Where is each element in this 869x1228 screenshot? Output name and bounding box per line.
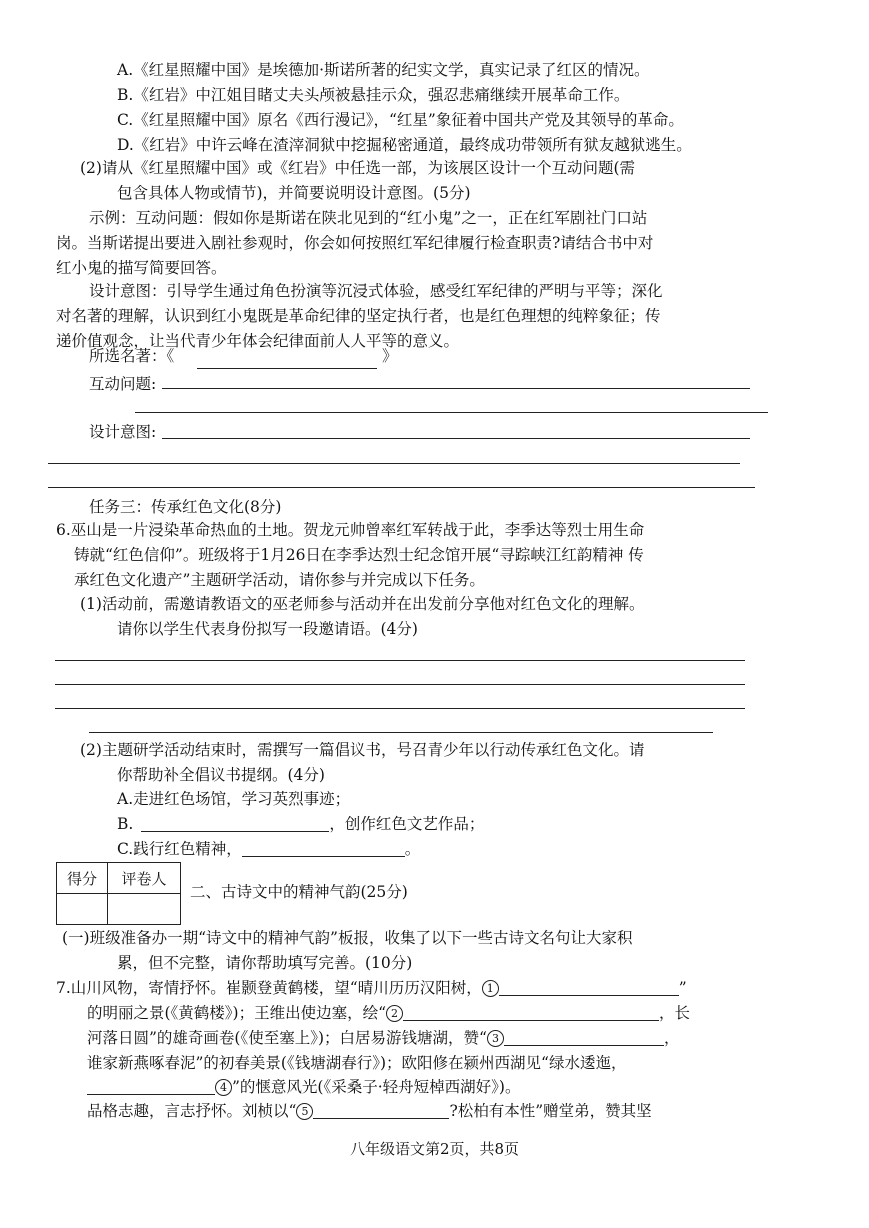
- option-c-blank[interactable]: [242, 841, 405, 857]
- proposal-option-b: B. ，创作红色文艺作品；: [117, 815, 485, 833]
- example-line-6: 递价值观念，让当代青少年体会纪律面前人人平等的意义。: [56, 332, 460, 350]
- proposal-option-a: A.走进红色场馆，学习英烈事迹；: [117, 790, 351, 808]
- example-line-2: 岗。当斯诺提出要进入剧社参观时，你会如何按照红军纪律履行检查职责?请结合书中对: [56, 234, 654, 252]
- section-2-title: 二、古诗文中的精神气韵(25分): [190, 883, 408, 901]
- reviewer-cell[interactable]: [108, 894, 181, 925]
- subquestion-1-line-1: (1)活动前，需邀请教语文的巫老师参与活动并在出发前分享他对红色文化的理解。: [80, 595, 645, 613]
- question-6-line-1: 6.巫山是一片浸染革命热血的土地。贺龙元帅曾率红军转战于此，李季达等烈士用生命: [56, 521, 645, 539]
- question-answer-line-1[interactable]: [162, 388, 750, 389]
- blank-number-4-icon: 4: [215, 1079, 232, 1096]
- intent-answer-line-3[interactable]: [48, 487, 755, 488]
- option-b-blank[interactable]: [141, 816, 329, 832]
- proposal-option-c: C.践行红色精神， 。: [117, 840, 421, 858]
- question-7-line-4: 谁家新燕啄春泥”的初春美景(《钱塘湖春行》)；欧阳修在颍州西湖见“绿水逶迤，: [87, 1054, 627, 1072]
- intent-answer-line-1[interactable]: [162, 438, 750, 439]
- intent-label: 设计意图:: [89, 423, 157, 441]
- task-3-title: 任务三：传承红色文化(8分): [89, 498, 282, 516]
- option-d: D.《红岩》中许云峰在渣滓洞狱中挖掘秘密通道，最终成功带领所有狱友越狱逃生。: [117, 136, 692, 154]
- question-2-line-2: 包含具体人物或情节)，并简要说明设计意图。(5分): [117, 184, 471, 202]
- question-label: 互动问题:: [89, 375, 157, 393]
- option-a: A.《红星照耀中国》是埃德加·斯诺所著的纪实文学，真实记录了红区的情况。: [117, 61, 650, 79]
- question-7-line-6: 品格志趣，言志抒怀。刘桢以“ 5 ?松柏有本性”赠堂弟，赞其坚: [87, 1102, 652, 1120]
- invitation-line-1[interactable]: [55, 660, 745, 661]
- invitation-line-3[interactable]: [55, 708, 745, 709]
- blank-number-5-icon: 5: [296, 1103, 313, 1120]
- blank-number-3-icon: 3: [487, 1030, 504, 1047]
- score-cell[interactable]: [57, 894, 108, 925]
- option-c: C.《红星照耀中国》原名《西行漫记》，“红星”象征着中国共产党及其领导的革命。: [117, 111, 684, 129]
- question-6-line-3: 承红色文化遗产”主题研学活动，请你参与并完成以下任务。: [74, 571, 485, 589]
- book-label: 所选名著：《: [89, 347, 175, 365]
- poem-blank-1[interactable]: [499, 980, 679, 996]
- example-line-4: 设计意图：引导学生通过角色扮演等沉浸式体验，感受红军纪律的严明与平等；深化: [89, 282, 663, 300]
- option-b: B.《红岩》中江姐目睹丈夫头颅被悬挂示众，强忍悲痛继续开展革命工作。: [117, 86, 630, 104]
- poem-blank-5[interactable]: [313, 1103, 449, 1119]
- question-6-line-2: 铸就“红色信仰”。班级将于1月26日在李季达烈士纪念馆开展“寻踪峡江红韵精神 传: [74, 546, 644, 564]
- reviewer-header: 评卷人: [108, 863, 181, 894]
- poem-blank-3[interactable]: [504, 1030, 664, 1046]
- score-header: 得分: [57, 863, 108, 894]
- poem-blank-4[interactable]: [87, 1079, 215, 1095]
- blank-number-2-icon: 2: [386, 1005, 403, 1022]
- section-2-intro-line-2: 累，但不完整，请你帮助填写完善。(10分): [117, 954, 413, 972]
- invitation-line-2[interactable]: [55, 684, 745, 685]
- example-line-3: 红小鬼的描写简要回答。: [56, 259, 227, 277]
- intent-answer-line-2[interactable]: [48, 463, 740, 464]
- question-2-line-1: (2)请从《红星照耀中国》或《红岩》中任选一部，为该展区设计一个互动问题(需: [80, 159, 636, 177]
- book-label-close: 》: [382, 347, 398, 365]
- subquestion-2-line-2: 你帮助补全倡议书提纲。(4分): [117, 766, 325, 784]
- question-7-line-5: 4 ”的惬意风光(《采桑子·轻舟短棹西湖好》)。: [87, 1077, 520, 1097]
- score-table: [56, 862, 181, 925]
- section-2-intro-line-1: (一)班级准备办一期“诗文中的精神气韵”板报，收集了以下一些古诗文名句让大家积: [62, 929, 633, 947]
- page-footer: 八年级语文第2页，共8页: [349, 1140, 520, 1158]
- question-7-line-3: 河落日圆”的雄奇画卷(《使至塞上》)；白居易游钱塘湖，赞“ 3 ，: [87, 1029, 680, 1047]
- subquestion-1-line-2: 请你以学生代表身份拟写一段邀请语。(4分): [117, 620, 418, 638]
- poem-blank-2[interactable]: [403, 1005, 659, 1021]
- blank-number-1-icon: 1: [482, 980, 499, 997]
- book-title-blank[interactable]: [197, 368, 377, 369]
- invitation-line-4[interactable]: [89, 732, 713, 733]
- question-7-line-2: 的明丽之景(《黄鹤楼》)；王维出使边塞，绘“ 2 ，长: [87, 1004, 691, 1022]
- example-line-5: 对名著的理解，认识到红小鬼既是革命纪律的坚定执行者，也是红色理想的纯粹象征；传: [56, 307, 661, 325]
- question-7-line-1: 7.山川风物，寄情抒怀。崔颢登黄鹤楼，望“晴川历历汉阳树， 1 ”: [56, 979, 687, 997]
- example-line-1: 示例：互动问题：假如你是斯诺在陕北见到的“红小鬼”之一，正在红军剧社门口站: [89, 209, 648, 227]
- subquestion-2-line-1: (2)主题研学活动结束时，需撰写一篇倡议书，号召青少年以行动传承红色文化。请: [80, 741, 645, 759]
- question-answer-line-2[interactable]: [135, 412, 768, 413]
